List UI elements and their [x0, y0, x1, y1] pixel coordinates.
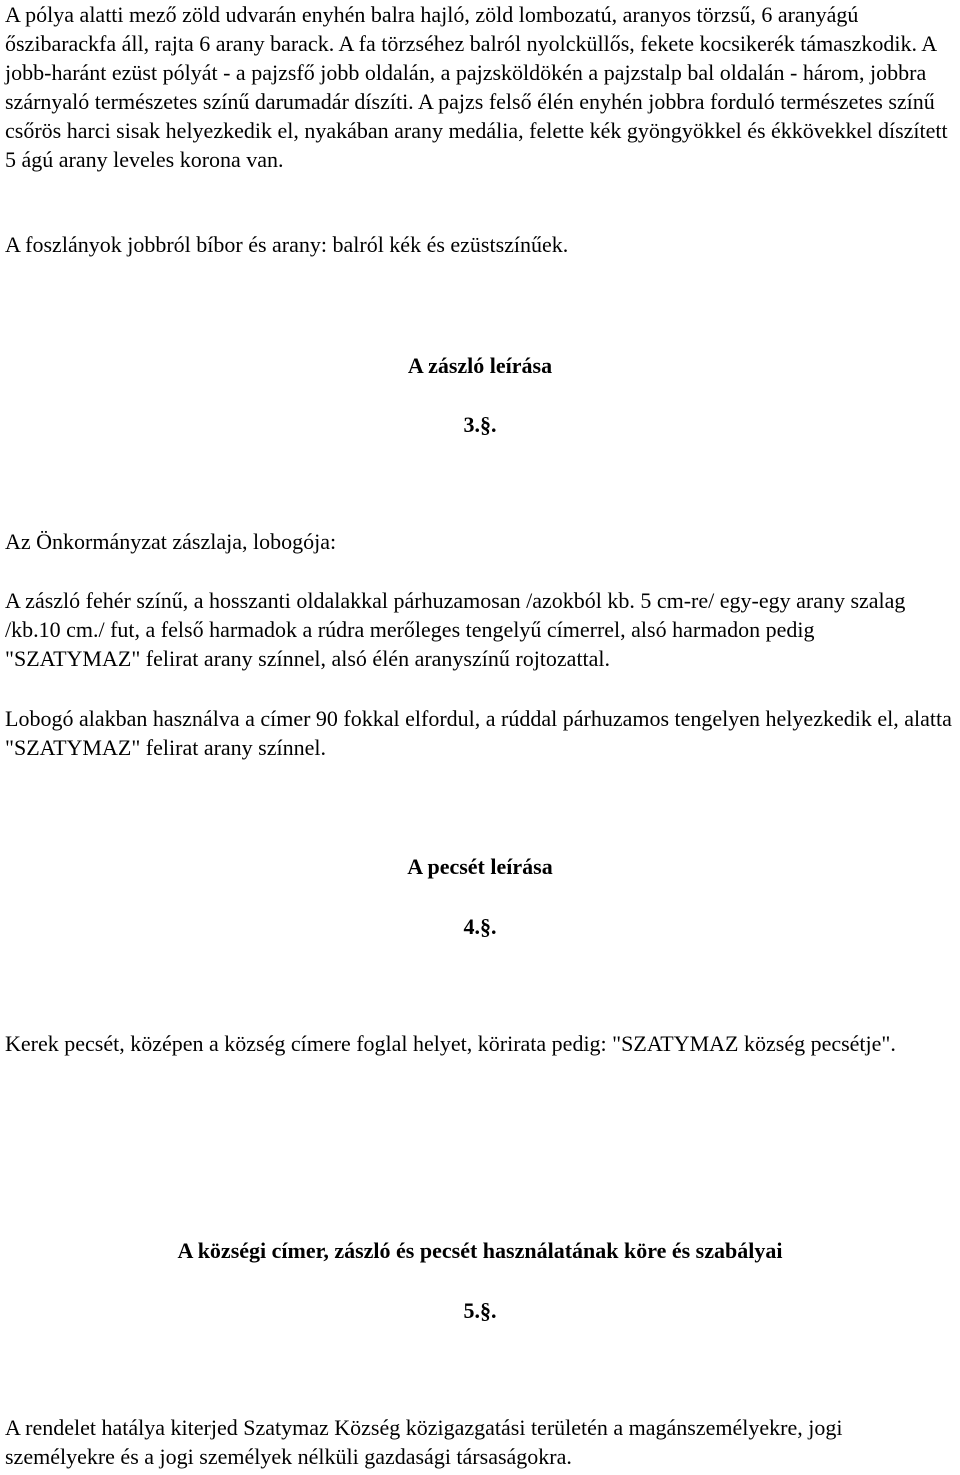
seal-description-heading: A pecsét leírása [407, 854, 553, 879]
banner-description-paragraph: Lobogó alakban használva a címer 90 fokkal elfordul, a rúddal párhuzamos tengelyen helyezkedik el, alatta "SZATYMAZ" felirat arany színnel. [5, 706, 952, 760]
flag-description-heading: A zászló leírása [407, 353, 553, 378]
usage-rules-heading: A községi címer, zászló és pecsét használatának köre és szabályai [177, 1238, 783, 1263]
flag-description-paragraph: A zászló fehér színű, a hosszanti oldalakkal párhuzamosan /azokból kb. 5 cm-re/ egy-egy arany szalag /kb.10 cm./ fut, a felső harmadok a rúdra merőleges tengelyű címerrel, alsó harmadon pedig "SZATYMAZ" felirat arany színnel, alsó élén aranyszínű rojtozattal. [5, 588, 906, 671]
section-number-5: 5.§. [463, 1298, 497, 1323]
section-number-4: 4.§. [463, 914, 497, 939]
coat-of-arms-description-paragraph: A pólya alatti mező zöld udvarán enyhén balra hajló, zöld lombozatú, aranyos törzsű, 6 aranyágú őszibarackfa áll, rajta 6 arany barack. A fa törzséhez balról nyolcküllős, fekete kocsikerék támaszkodik. A jobb-haránt ezüst pólyát - a pajzsfő jobb oldalán, a pajzsköldökén a pajzstalp bal oldalán - három, jobbra szárnyaló természetes színű darumadár díszíti. A pajzs felső élén enyhén jobbra forduló természetes színű csőrös harci sisak helyezkedik el, nyakában arany medália, felette kék gyöngyökkel és ékkövekkel díszített 5 ágú arany leveles korona van. [5, 2, 948, 172]
scope-paragraph: A rendelet hatálya kiterjed Szatymaz Község közigazgatási területén a magánszemélyekre, jogi személyekre és a jogi személyek nélküli gazdasági társaságokra. [5, 1415, 843, 1469]
section-number-3: 3.§. [463, 412, 497, 437]
mantling-colors-paragraph: A foszlányok jobbról bíbor és arany: balról kék és ezüstszínűek. [5, 232, 569, 257]
municipality-flag-label: Az Önkormányzat zászlaja, lobogója: [5, 529, 337, 554]
seal-description-paragraph: Kerek pecsét, középen a község címere foglal helyet, körirata pedig: "SZATYMAZ község pecsétje". [5, 1031, 896, 1056]
